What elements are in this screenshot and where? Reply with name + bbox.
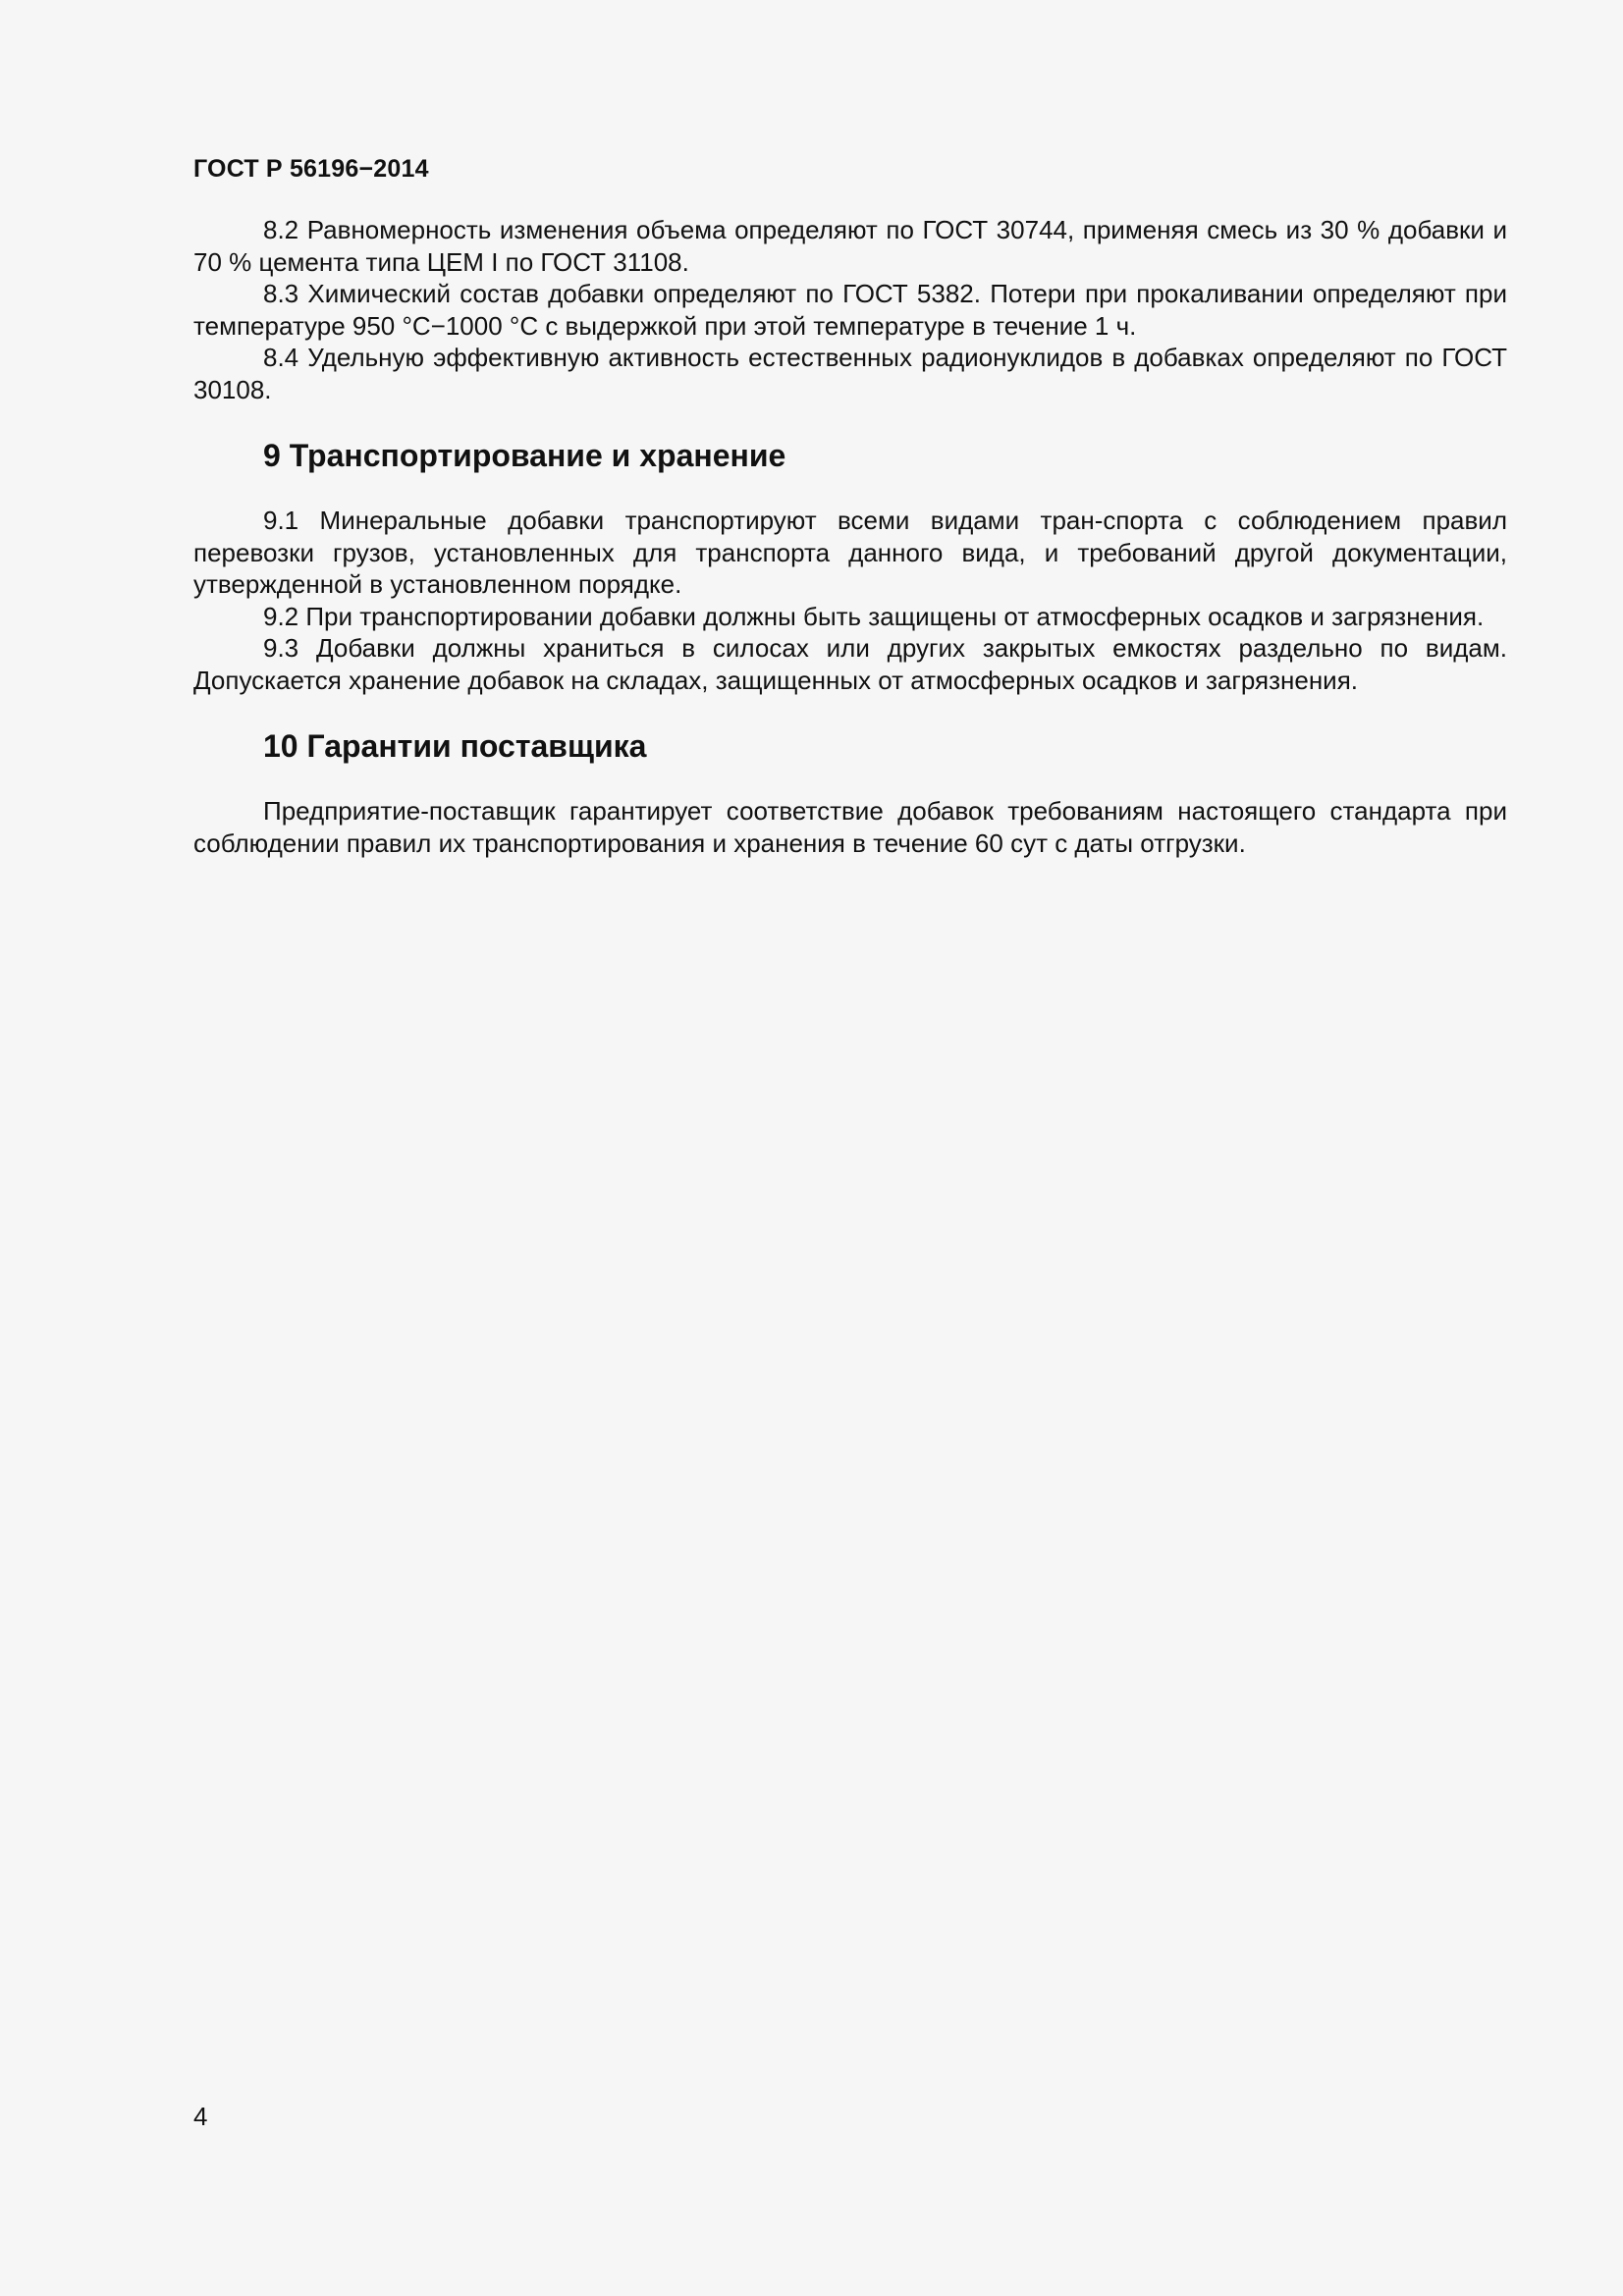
page-number: 4: [193, 2102, 208, 2131]
section-10-title: 10 Гарантии поставщика: [263, 728, 647, 764]
paragraph-8-3: 8.3 Химический состав добавки определяют по ГОСТ 5382. Потери при прокаливании определяют при температуре 950 °С−1000 °С с выдержкой при этой температуре в течение 1 ч.: [193, 279, 1507, 341]
spacer: [193, 696, 1507, 726]
paragraph-9-1: 9.1 Минеральные добавки транспортируют всеми видами тран-спорта с соблюдением правил перевозки грузов, установленных для транспорта данного вида, и требований другой документации, утвержденной в установленном порядке.: [193, 506, 1507, 599]
spacer: [193, 766, 1507, 795]
spacer: [193, 405, 1507, 436]
paragraph-10: Предприятие-поставщик гарантирует соответствие добавок требованиям настоящего стандарта при соблюдении правил их транспортирования и хранения в течение 60 сут с даты отгрузки.: [193, 796, 1507, 858]
spacer: [193, 475, 1507, 505]
paragraph-9-3: 9.3 Добавки должны храниться в силосах или других закрытых емкостях раздельно по видам. Допускается хранение добавок на складах, защищенных от атмосферных осадков и загрязнения.: [193, 633, 1507, 695]
document-code: ГОСТ Р 56196−2014: [193, 155, 429, 183]
page-content: [193, 214, 1507, 859]
paragraph-8-4: 8.4 Удельную эффективную активность естественных радионуклидов в добавках определяют по ГОСТ 30108.: [193, 343, 1507, 404]
section-9-title: 9 Транспортирование и хранение: [263, 438, 786, 473]
paragraph-8-2: 8.2 Равномерность изменения объема определяют по ГОСТ 30744, применяя смесь из 30 % добавки и 70 % цемента типа ЦЕМ I по ГОСТ 31108.: [193, 215, 1507, 277]
paragraph-9-2: 9.2 При транспортировании добавки должны быть защищены от атмосферных осадков и загрязнения.: [263, 601, 1485, 631]
